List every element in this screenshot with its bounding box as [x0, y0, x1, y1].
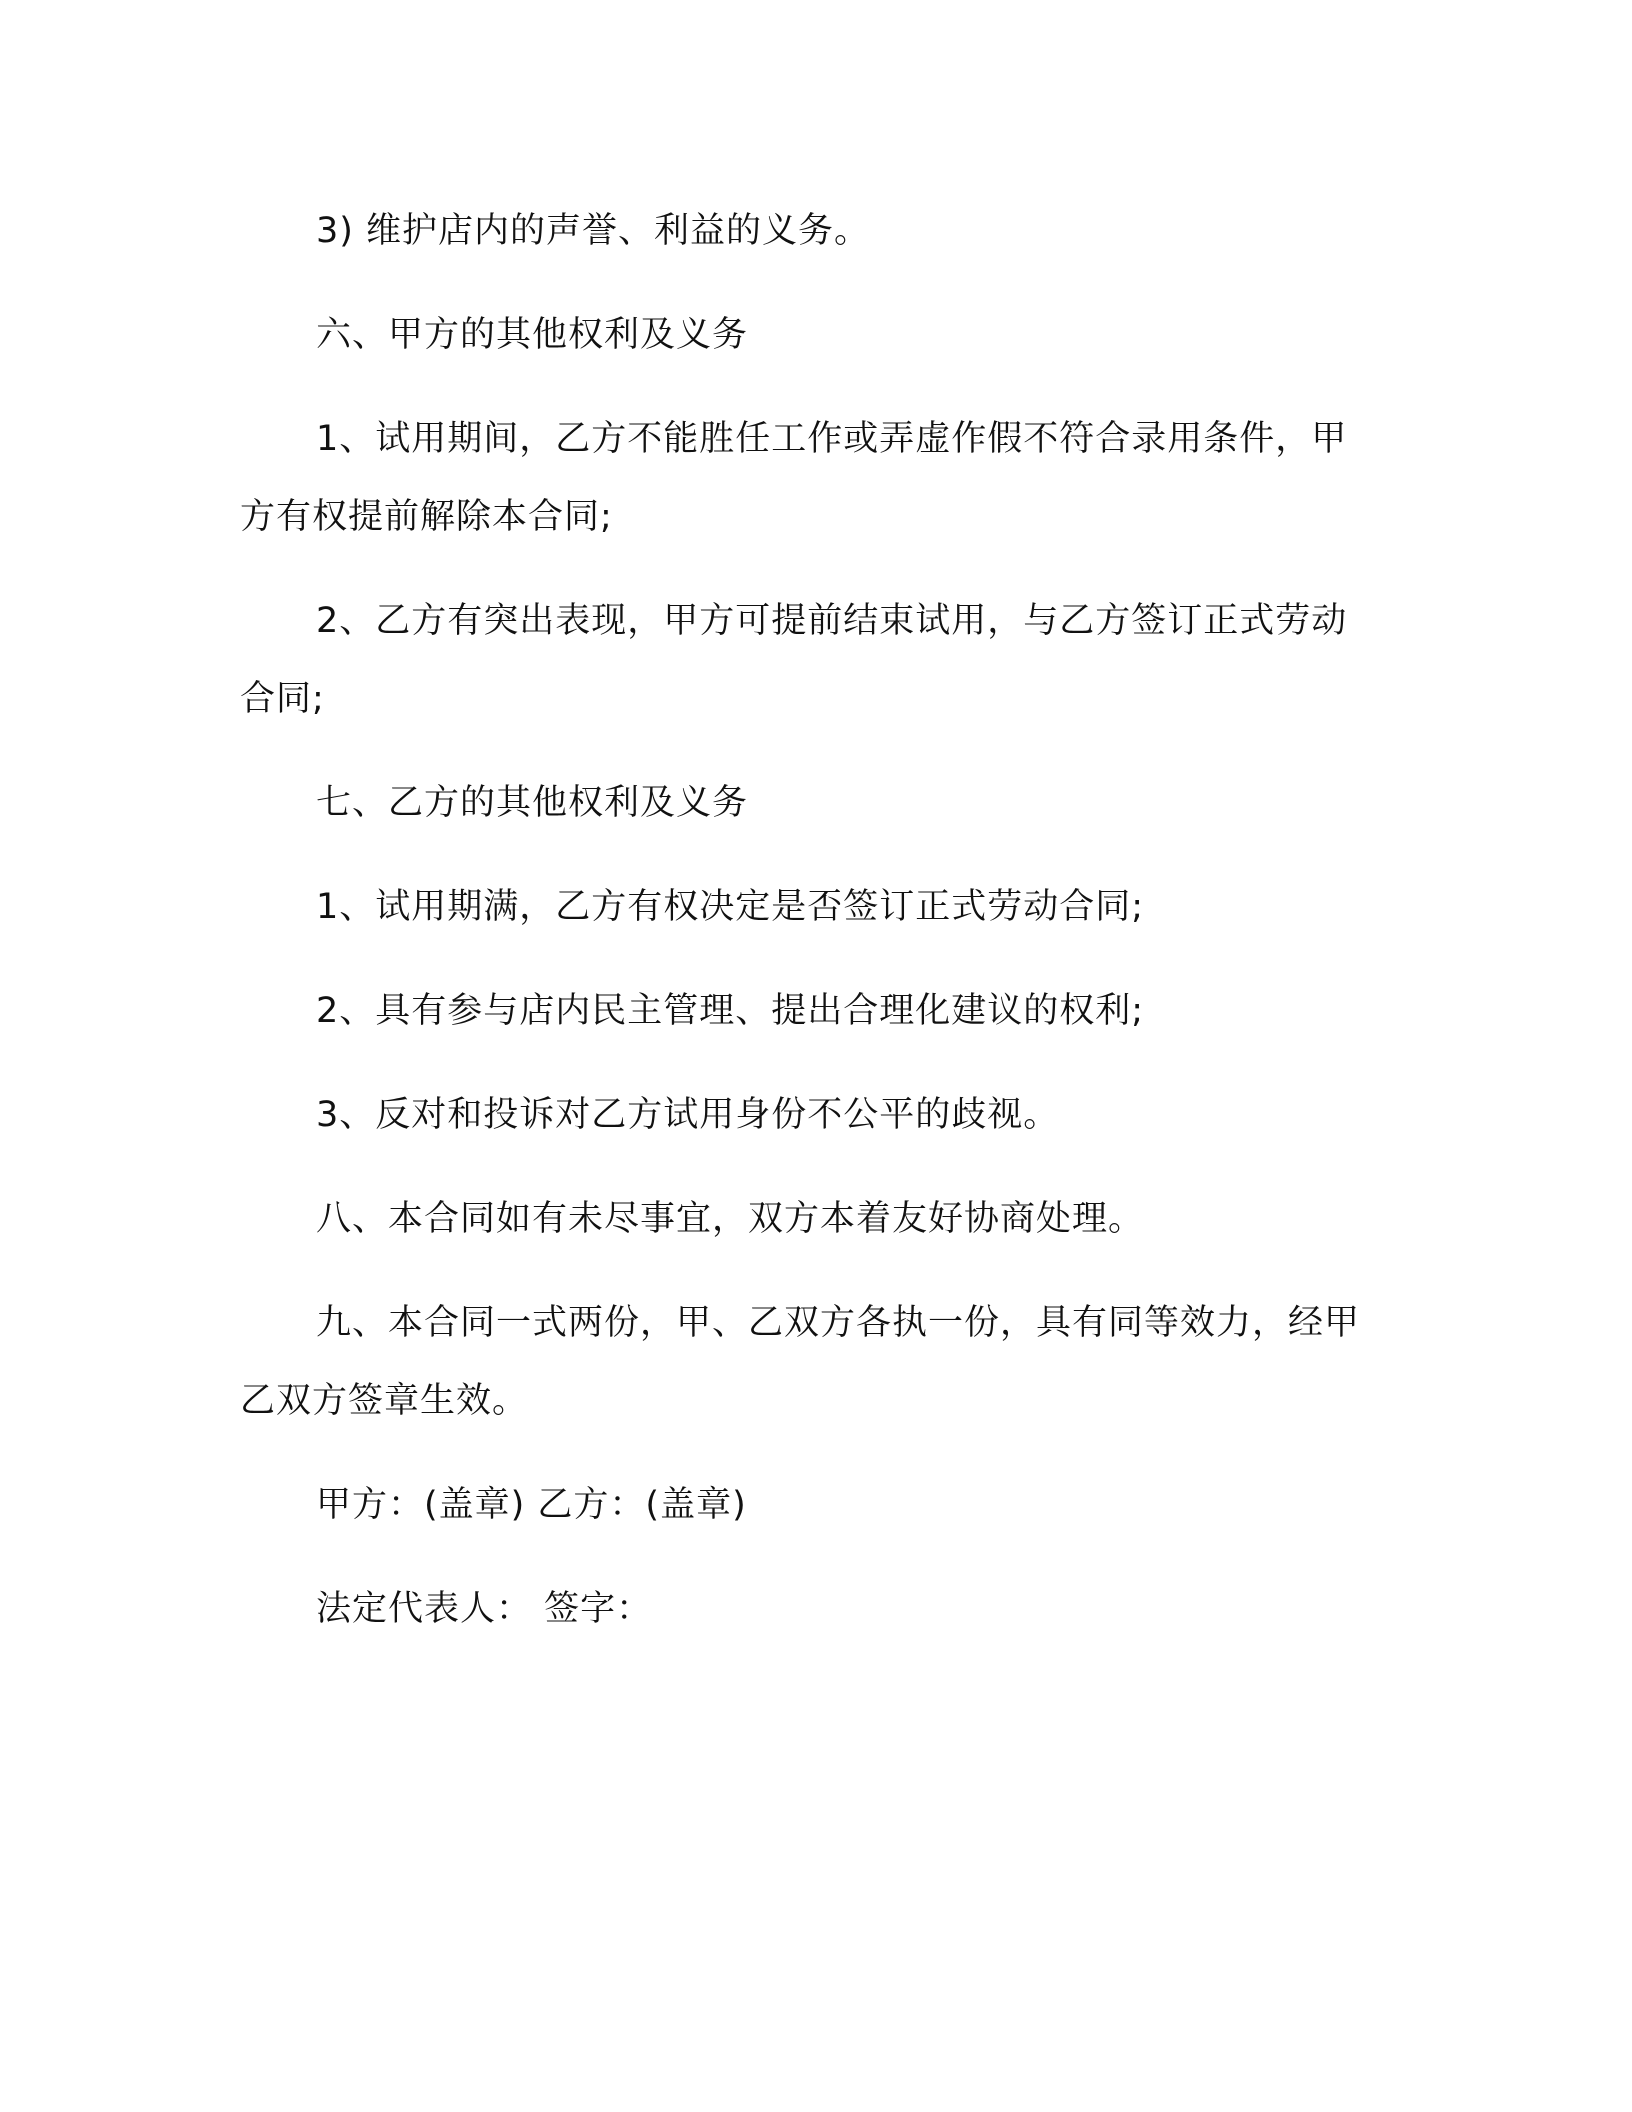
paragraph-spacer — [240, 1154, 1376, 1180]
section-7-heading: 七、乙方的其他权利及义务 — [316, 783, 749, 823]
paragraph-spacer — [240, 946, 1376, 972]
section-7-item-1: 1、试用期满，乙方有权决定是否签订正式劳动合同; — [316, 887, 1145, 927]
clause-3-maintain-reputation: 3) 维护店内的声誉、利益的义务。 — [316, 211, 871, 251]
signature-representative-line: 法定代表人： 签字： — [316, 1589, 653, 1629]
section-7-item-3: 3、反对和投诉对乙方试用身份不公平的歧视。 — [316, 1095, 1060, 1135]
paragraph-spacer — [240, 738, 1376, 764]
signature-seal-line: 甲方：(盖章) 乙方：(盖章) — [316, 1485, 747, 1525]
section-9: 九、本合同一式两份，甲、乙双方各执一份，具有同等效力，经甲乙双方签章生效。 — [240, 1303, 1361, 1421]
section-6-heading: 六、甲方的其他权利及义务 — [316, 315, 749, 355]
document-body — [240, 192, 1376, 1648]
paragraph-spacer — [240, 556, 1376, 582]
paragraph-spacer — [240, 842, 1376, 868]
paragraph-spacer — [240, 374, 1376, 400]
paragraph-spacer — [240, 1440, 1376, 1466]
paragraph-spacer — [240, 1258, 1376, 1284]
section-8: 八、本合同如有未尽事宜，双方本着友好协商处理。 — [316, 1199, 1145, 1239]
paragraph-spacer — [240, 270, 1376, 296]
section-7-item-2: 2、具有参与店内民主管理、提出合理化建议的权利; — [316, 991, 1145, 1031]
section-6-item-1: 1、试用期间，乙方不能胜任工作或弄虚作假不符合录用条件，甲方有权提前解除本合同; — [240, 419, 1348, 537]
paragraph-spacer — [240, 1544, 1376, 1570]
paragraph-spacer — [240, 1050, 1376, 1076]
section-6-item-2: 2、乙方有突出表现，甲方可提前结束试用，与乙方签订正式劳动合同; — [240, 601, 1348, 719]
